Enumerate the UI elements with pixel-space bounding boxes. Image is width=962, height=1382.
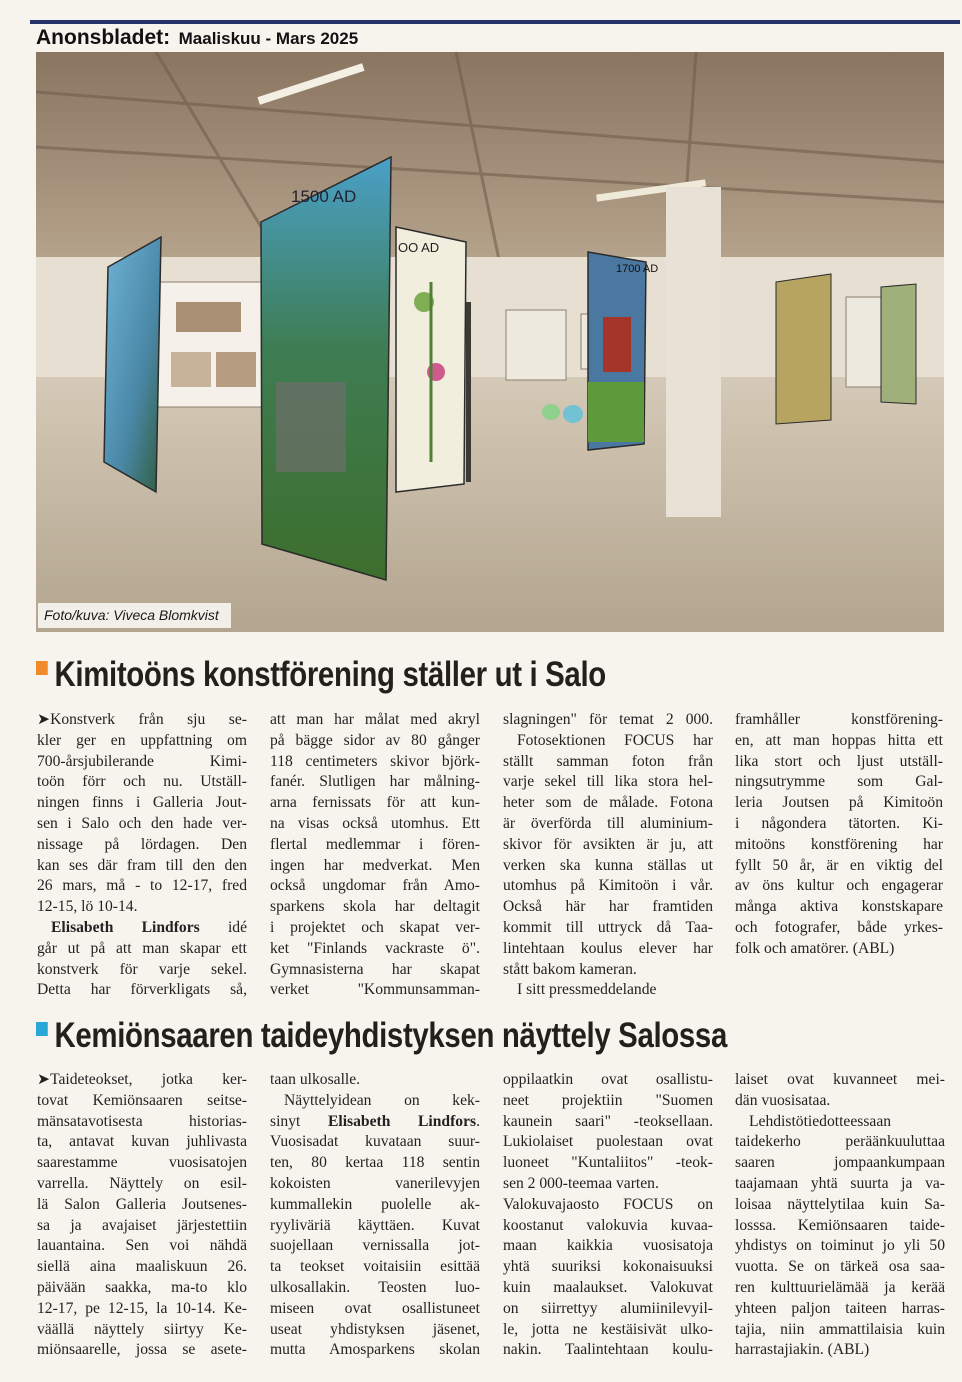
text-line: 12-15, lö 10-14. (37, 898, 138, 916)
text-line: ta, antavat kuvan juhlivasta (37, 1133, 247, 1151)
text-line: slagningen" för temat 2 000. (503, 711, 713, 728)
text-line: Näyttelyidean on kek- (284, 1091, 480, 1109)
text-line: kler ger en uppfattning om (37, 731, 247, 749)
text-line: taajamaan yhtä suurta ja va- (735, 1174, 945, 1192)
text-line: Lehdistötiedotteessaan (749, 1112, 892, 1130)
text-line: toön förr och nu. Utställ- (37, 773, 247, 791)
text-line: ket "Finlands vackraste ö". (270, 939, 480, 957)
text-line: skivor för avsikten är ju, att (503, 835, 713, 853)
text-line: leria Joutsen på Kimitoön (735, 794, 943, 812)
text-line: folk och amatörer. (ABL) (735, 939, 895, 957)
text-line: ulkosallakin. Teosten luo- (270, 1278, 480, 1296)
text-line: yhdistys on toiminut jo yli 50 (735, 1237, 945, 1255)
text-line: tajia, niin ammattilaisia kuin (735, 1320, 945, 1338)
text-line: luoneet "Kuntaliitos" -teok- (503, 1154, 713, 1172)
text-line: nissage på lördagen. Den (37, 835, 247, 853)
text-line: framhåller konstförening- (735, 711, 943, 728)
text-line: 118 centimeters skivor björk- (270, 752, 480, 770)
text-line: kuin maalaukset. Valokuvat (503, 1278, 713, 1296)
text-line: suojellaan vernissalla jot- (270, 1237, 480, 1255)
text-line: Vuosisadat kuvataan suur- (270, 1133, 480, 1151)
text-line: också ungdomar från Amo- (270, 877, 480, 895)
text-line-author-name: Elisabeth Lindfors idé (51, 918, 247, 936)
text-line: fanér. Slutligen har målning- (270, 773, 480, 791)
text-line: miönsaarelle, jossa se asete- (37, 1341, 247, 1359)
text-line: le, jotta ne kestäisivät ulko- (503, 1320, 713, 1338)
panel-label-1700: 1700 AD (616, 263, 659, 275)
text-line: i projektet och skapat ver- (270, 918, 480, 936)
text-line: Lukiolaiset puolestaan ovat (503, 1133, 713, 1151)
text-line: 12-17, pe 12-15, la 10-14. Ke- (37, 1299, 247, 1317)
text-line: oppilaatkin ovat osallistu- (503, 1071, 713, 1088)
text-line: i någondera tätorten. Ki- (735, 814, 943, 832)
article-sv-column-2 (270, 710, 480, 1001)
author-name: Elisabeth Lindfors (51, 918, 200, 936)
article-sv-column-1 (37, 710, 247, 1001)
text-line: 26 mars, må - to 12-17, fred (37, 877, 247, 895)
text-line: Valokuvajaosto FOCUS on (503, 1195, 713, 1213)
text-line: mitoöns konstförening har (735, 835, 943, 853)
text-line: on siirrettyy alumiinilevyil- (503, 1299, 713, 1317)
text-line: harrastajiakin. (ABL) (735, 1341, 870, 1359)
text-line: ta teokset voitaisiin esittää (270, 1258, 480, 1276)
text-line: ställt samman foton från (503, 752, 713, 770)
headline-finnish (36, 1016, 796, 1056)
gallery-photo (36, 52, 944, 632)
text-line: stått bakom kameran. (503, 960, 637, 978)
gallery-illustration (36, 52, 944, 632)
text-line: loisaa näyttelytilaa kuin Sa- (735, 1195, 945, 1213)
photo-caption: Foto/kuva: Viveca Blomkvist (38, 603, 231, 628)
text-line: en, att man hoppas hitta ett (735, 731, 943, 749)
text-line: verket "Kommunsamman- (270, 981, 480, 999)
article-sv-column-4 (735, 710, 943, 960)
text-line: går ut på att man skapar ett (37, 939, 247, 957)
top-rule (30, 20, 960, 24)
author-name: Elisabeth Lindfors (327, 1112, 477, 1130)
text-line: mänsatavotisesta historias- (37, 1112, 247, 1130)
text-line: ningsutrymme som Gal- (735, 773, 943, 791)
article-sv-column-3 (503, 710, 713, 1001)
text-line: Gymnasisterna har skapat (270, 960, 480, 978)
text-line: heter som de målade. Fotona (503, 794, 713, 812)
text-line: vuotta. Se on tärkeä osa saa- (735, 1258, 945, 1276)
panel-label-oo: OO AD (398, 240, 440, 255)
text-line: koostanut valokuvia kuvaa- (503, 1216, 713, 1234)
text-line: kommit till uttryck då Taa- (503, 918, 713, 936)
text-line: många aktiva konstskapare (735, 898, 943, 916)
text-line: na visas också utomhus. Ett (270, 814, 480, 832)
text-line: maan kaikkia vuosisatoja (503, 1237, 713, 1255)
text-line: sa ja avajaiset järjestettiin (37, 1216, 247, 1234)
text-line: kummallekin puolelle ak- (270, 1195, 480, 1213)
text-line: taidekerho peräänkuuluttaa (735, 1133, 945, 1151)
text-line: väällä näyttely siirtyy Ke- (37, 1320, 247, 1338)
text-line: 700-årsjubilerande Kimi- (37, 752, 247, 770)
text-line: Fotosektionen FOCUS har (517, 731, 713, 749)
text-line: dän vuosisataa. (735, 1091, 831, 1109)
text-line: att man har målat med akryl (270, 711, 480, 728)
masthead (36, 26, 358, 50)
text-line: miseen ovat osallistuneet (270, 1299, 480, 1317)
text-line: ten, 80 kertaa 118 sentin (270, 1154, 480, 1172)
text-line: ningen finns i Galleria Jout- (37, 794, 247, 812)
text-line: mutta Amosparkens skolan (270, 1341, 480, 1359)
text-line: sparkens skola har deltagit (270, 898, 480, 916)
text-line: nakin. Taalintehtaan koulu- (503, 1341, 713, 1359)
text-line: ren kulttuurielämää ja kerää (735, 1278, 945, 1296)
text-line: lika stort och ljust utställ- (735, 752, 943, 770)
article-fi-column-2 (270, 1070, 480, 1361)
text-line: tovat Kemiönsaaren seitse- (37, 1091, 247, 1109)
text-line: Också här har framtiden (503, 898, 713, 916)
panel-label-1500: 1500 AD (291, 187, 357, 206)
text-line: I sitt pressmeddelande (517, 981, 657, 999)
text-line: useat yhdistyksen jäsenet, (270, 1320, 480, 1338)
text-line: laiset ovat kuvanneet mei- (735, 1071, 945, 1088)
text-line: utomhus på Kimitoön i vår. (503, 877, 713, 895)
headline-marker-blue (36, 1022, 48, 1036)
text-line: är överförda till aluminium- (503, 814, 713, 832)
issue-date: Maaliskuu - Mars 2025 (178, 29, 359, 48)
text-line: sen 2 000-teemaa varten. (503, 1174, 659, 1192)
headline-finnish-text: Kemiönsaaren taideyhdistyksen näyttely Salossa (54, 1016, 727, 1055)
article-fi-column-4 (735, 1070, 945, 1361)
text-line: på bägge sidor av 80 gånger (270, 731, 480, 749)
text-line: flertal medlemmar i fören- (270, 835, 480, 853)
text-line: konstverk för varje sekel. (37, 960, 247, 978)
article-fi-column-3 (503, 1070, 713, 1361)
text-line: och fotografer, både yrkes- (735, 918, 943, 936)
text-line: ryyliväriä käyttäen. Kuvat (270, 1216, 480, 1234)
text-line: arna fernissats för att kun- (270, 794, 480, 812)
text-line: lintehtaan koulus elever har (503, 939, 713, 957)
text-line: kaunein saari" -teoksellaan. (503, 1112, 713, 1130)
text-line: varrella. Näyttely on esil- (37, 1174, 247, 1192)
text-line: losssa. Kemiönsaaren taide- (735, 1216, 945, 1234)
article-fi-column-1 (37, 1070, 247, 1361)
text-line: av öns kultur och engagerar (735, 877, 943, 895)
text-line: saaren jompaankumpaan (735, 1154, 945, 1172)
text-line: Detta har förverkligats så, (37, 981, 247, 999)
headline-marker-orange (36, 661, 48, 675)
text-line: varje sekel till lika stora hel- (503, 773, 713, 791)
text-line-author-name: sinyt Elisabeth Lindfors. (270, 1112, 480, 1130)
text-line: yhtä suuriksi kokonaisuuksi (503, 1258, 713, 1276)
text-line: ➤Taideteokset, jotka ker- (37, 1071, 247, 1088)
text-line: verken ska kunna ställas ut (503, 856, 713, 874)
publication-name: Anonsbladet: (36, 26, 171, 49)
text-line: lauantaina. Sen voi nähdä (37, 1237, 247, 1255)
text-line: kan ses där fram till den den (37, 856, 247, 874)
text-line: yhteen paljon taiteen harras- (735, 1299, 945, 1317)
text-line: fyllt 50 år, är en viktig del (735, 856, 943, 874)
text-line: kokoisten vanerilevyjen (270, 1174, 480, 1192)
text-line: ingen har medverkat. Men (270, 856, 480, 874)
text-line: sen i Salo och den hade ver- (37, 814, 247, 832)
headline-swedish (36, 655, 796, 695)
text-line: lä Salon Galleria Joutsenes- (37, 1195, 247, 1213)
text-line: saarestamme vuosisatojen (37, 1154, 247, 1172)
text-line: siellä aina maaliskuun 26. (37, 1258, 247, 1276)
text-line: taan ulkosalle. (270, 1071, 361, 1088)
text-line: ➤Konstverk från sju se- (37, 711, 247, 728)
text-line: neet projektiin "Suomen (503, 1091, 713, 1109)
text-line: päivään saakka, ma-to klo (37, 1278, 247, 1296)
headline-swedish-text: Kimitoöns konstförening ställer ut i Salo (54, 655, 606, 694)
